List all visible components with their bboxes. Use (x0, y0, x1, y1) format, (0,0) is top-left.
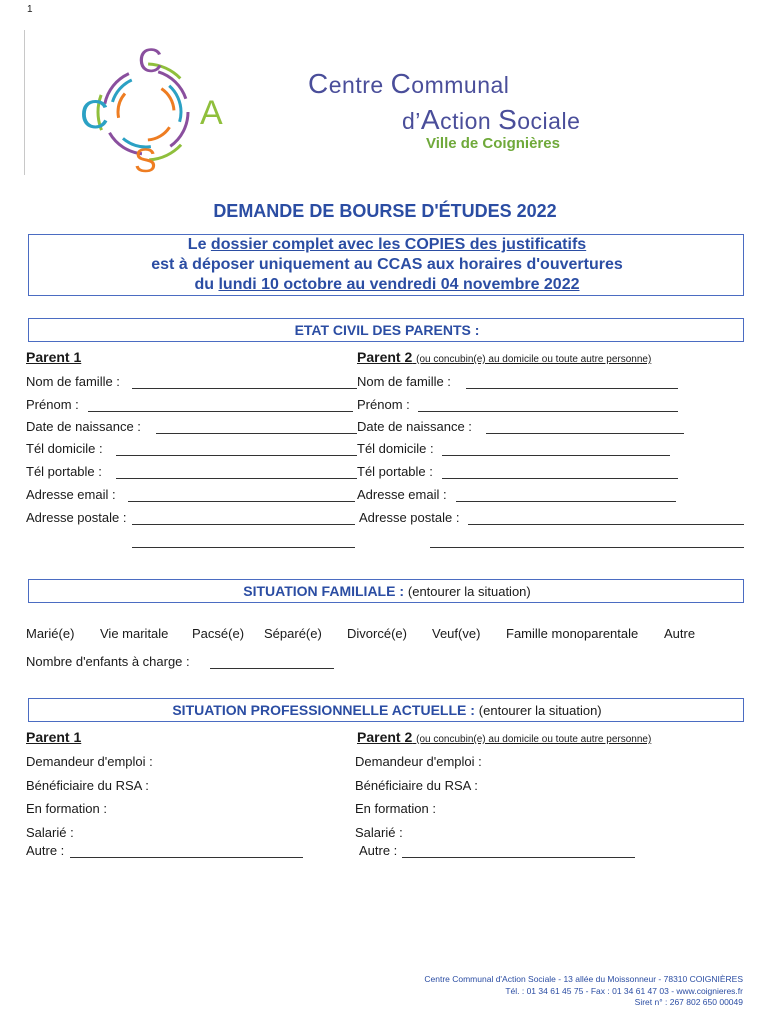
p1-tel-portable-label: Tél portable : (26, 464, 102, 479)
option-veuf[interactable]: Veuf(ve) (432, 626, 481, 641)
p1-tel-domicile-label: Tél domicile : (26, 441, 103, 456)
p2-email-label: Adresse email : (357, 487, 447, 502)
p2-nom-label: Nom de famille : (357, 374, 451, 389)
brand-line-3: Ville de Coignières (426, 135, 560, 152)
notice-line-2: est à déposer uniquement au CCAS aux horaires d'ouvertures (151, 256, 623, 273)
situation-familiale-header (28, 579, 744, 603)
p1-tel-domicile-field[interactable] (116, 455, 357, 456)
option-autre[interactable]: Autre (664, 626, 696, 641)
p2-autre-field[interactable] (402, 857, 635, 858)
notice-box (28, 234, 744, 296)
p1-email-field[interactable] (128, 501, 355, 502)
page-number: 1 (27, 4, 33, 15)
p1-adresse-label: Adresse postale : (26, 510, 127, 525)
p2-adresse-field-2[interactable] (430, 547, 744, 548)
p2-tel-domicile-label: Tél domicile : (357, 441, 434, 456)
p2-naissance-label: Date de naissance : (357, 419, 472, 434)
p2-rsa[interactable]: Bénéficiaire du RSA : (355, 778, 478, 793)
etat-civil-header (28, 318, 744, 342)
enfants-label: Nombre d'enfants à charge : (26, 654, 190, 669)
brand-name (308, 68, 638, 158)
p2-tel-domicile-field[interactable] (442, 455, 670, 456)
p2-tel-portable-label: Tél portable : (357, 464, 433, 479)
p1-adresse-field[interactable] (132, 524, 355, 525)
option-divorce[interactable]: Divorcé(e) (347, 626, 407, 641)
footer-siret: Siret n° : 267 802 650 00049 (634, 997, 743, 1007)
notice-line-3: du lundi 10 octobre au vendredi 04 novembre 2022 (194, 276, 580, 293)
pro-parent-1-heading: Parent 1 (26, 729, 82, 745)
p1-formation[interactable]: En formation : (26, 801, 107, 816)
option-vie-maritale[interactable]: Vie maritale (100, 626, 169, 641)
p2-adresse-label: Adresse postale : (359, 510, 460, 525)
margin-rule (24, 30, 25, 175)
p1-prenom-label: Prénom : (26, 397, 79, 412)
p1-nom-field[interactable] (132, 388, 357, 389)
enfants-field[interactable] (210, 668, 334, 669)
logo-letter-c-top: C (138, 44, 163, 80)
footer-address: Centre Communal d'Action Sociale - 13 allée du Moissonneur - 78310 COIGNIÈRES (424, 974, 743, 984)
p1-adresse-field-2[interactable] (132, 547, 355, 548)
notice-line-1: Le dossier complet avec les COPIES des justificatifs (187, 236, 587, 253)
p2-prenom-field[interactable] (418, 411, 678, 412)
p1-autre-label: Autre : (26, 843, 65, 858)
option-marie[interactable]: Marié(e) (26, 626, 75, 641)
p2-prenom-label: Prénom : (357, 397, 410, 412)
p2-email-field[interactable] (456, 501, 676, 502)
logo-swirl-blue (111, 77, 181, 147)
logo-letter-a: A (200, 94, 223, 132)
p1-prenom-field[interactable] (88, 411, 353, 412)
pro-parent-2-heading: Parent 2 (ou concubin(e) au domicile ou toute autre personne) (357, 729, 652, 745)
p1-email-label: Adresse email : (26, 487, 116, 502)
p2-tel-portable-field[interactable] (442, 478, 678, 479)
p2-autre-label: Autre : (359, 843, 398, 858)
logo-swirl-orange (118, 84, 174, 140)
p2-demandeur-emploi[interactable]: Demandeur d'emploi : (355, 754, 482, 769)
document-title: DEMANDE DE BOURSE D'ÉTUDES 2022 (213, 201, 557, 221)
logo-letter-c-left: C (80, 93, 109, 137)
p2-formation[interactable]: En formation : (355, 801, 436, 816)
situation-pro-title: SITUATION PROFESSIONNELLE ACTUELLE : (entourer la situation) (172, 702, 602, 718)
p2-nom-field[interactable] (466, 388, 678, 389)
p1-demandeur-emploi[interactable]: Demandeur d'emploi : (26, 754, 153, 769)
etat-civil-title: ETAT CIVIL DES PARENTS : (294, 322, 480, 338)
p1-naissance-label: Date de naissance : (26, 419, 141, 434)
p1-nom-label: Nom de famille : (26, 374, 120, 389)
situation-familiale-title: SITUATION FAMILIALE : (entourer la situation) (243, 583, 531, 599)
option-separe[interactable]: Séparé(e) (264, 626, 322, 641)
parent-2-heading: Parent 2 (ou concubin(e) au domicile ou toute autre personne) (357, 349, 652, 365)
p2-adresse-field[interactable] (468, 524, 744, 525)
p1-tel-portable-field[interactable] (116, 478, 357, 479)
p1-rsa[interactable]: Bénéficiaire du RSA : (26, 778, 149, 793)
logo-letter-s: S (134, 142, 157, 176)
p1-salarie[interactable]: Salarié : (26, 825, 74, 840)
p2-naissance-field[interactable] (486, 433, 684, 434)
ccas-logo (72, 44, 228, 176)
p1-naissance-field[interactable] (156, 433, 357, 434)
parent-1-heading: Parent 1 (26, 349, 82, 365)
situation-pro-header (28, 698, 744, 722)
option-pacse[interactable]: Pacsé(e) (192, 626, 245, 641)
p1-autre-field[interactable] (70, 857, 303, 858)
brand-line-1: Centre Communal (308, 68, 510, 99)
p2-salarie[interactable]: Salarié : (355, 825, 403, 840)
option-famille-monoparentale[interactable]: Famille monoparentale (506, 626, 639, 641)
footer-contact: Tél. : 01 34 61 45 75 - Fax : 01 34 61 47 03 - www.coignieres.fr (505, 986, 743, 996)
brand-line-2: d’Action Sociale (402, 104, 581, 135)
